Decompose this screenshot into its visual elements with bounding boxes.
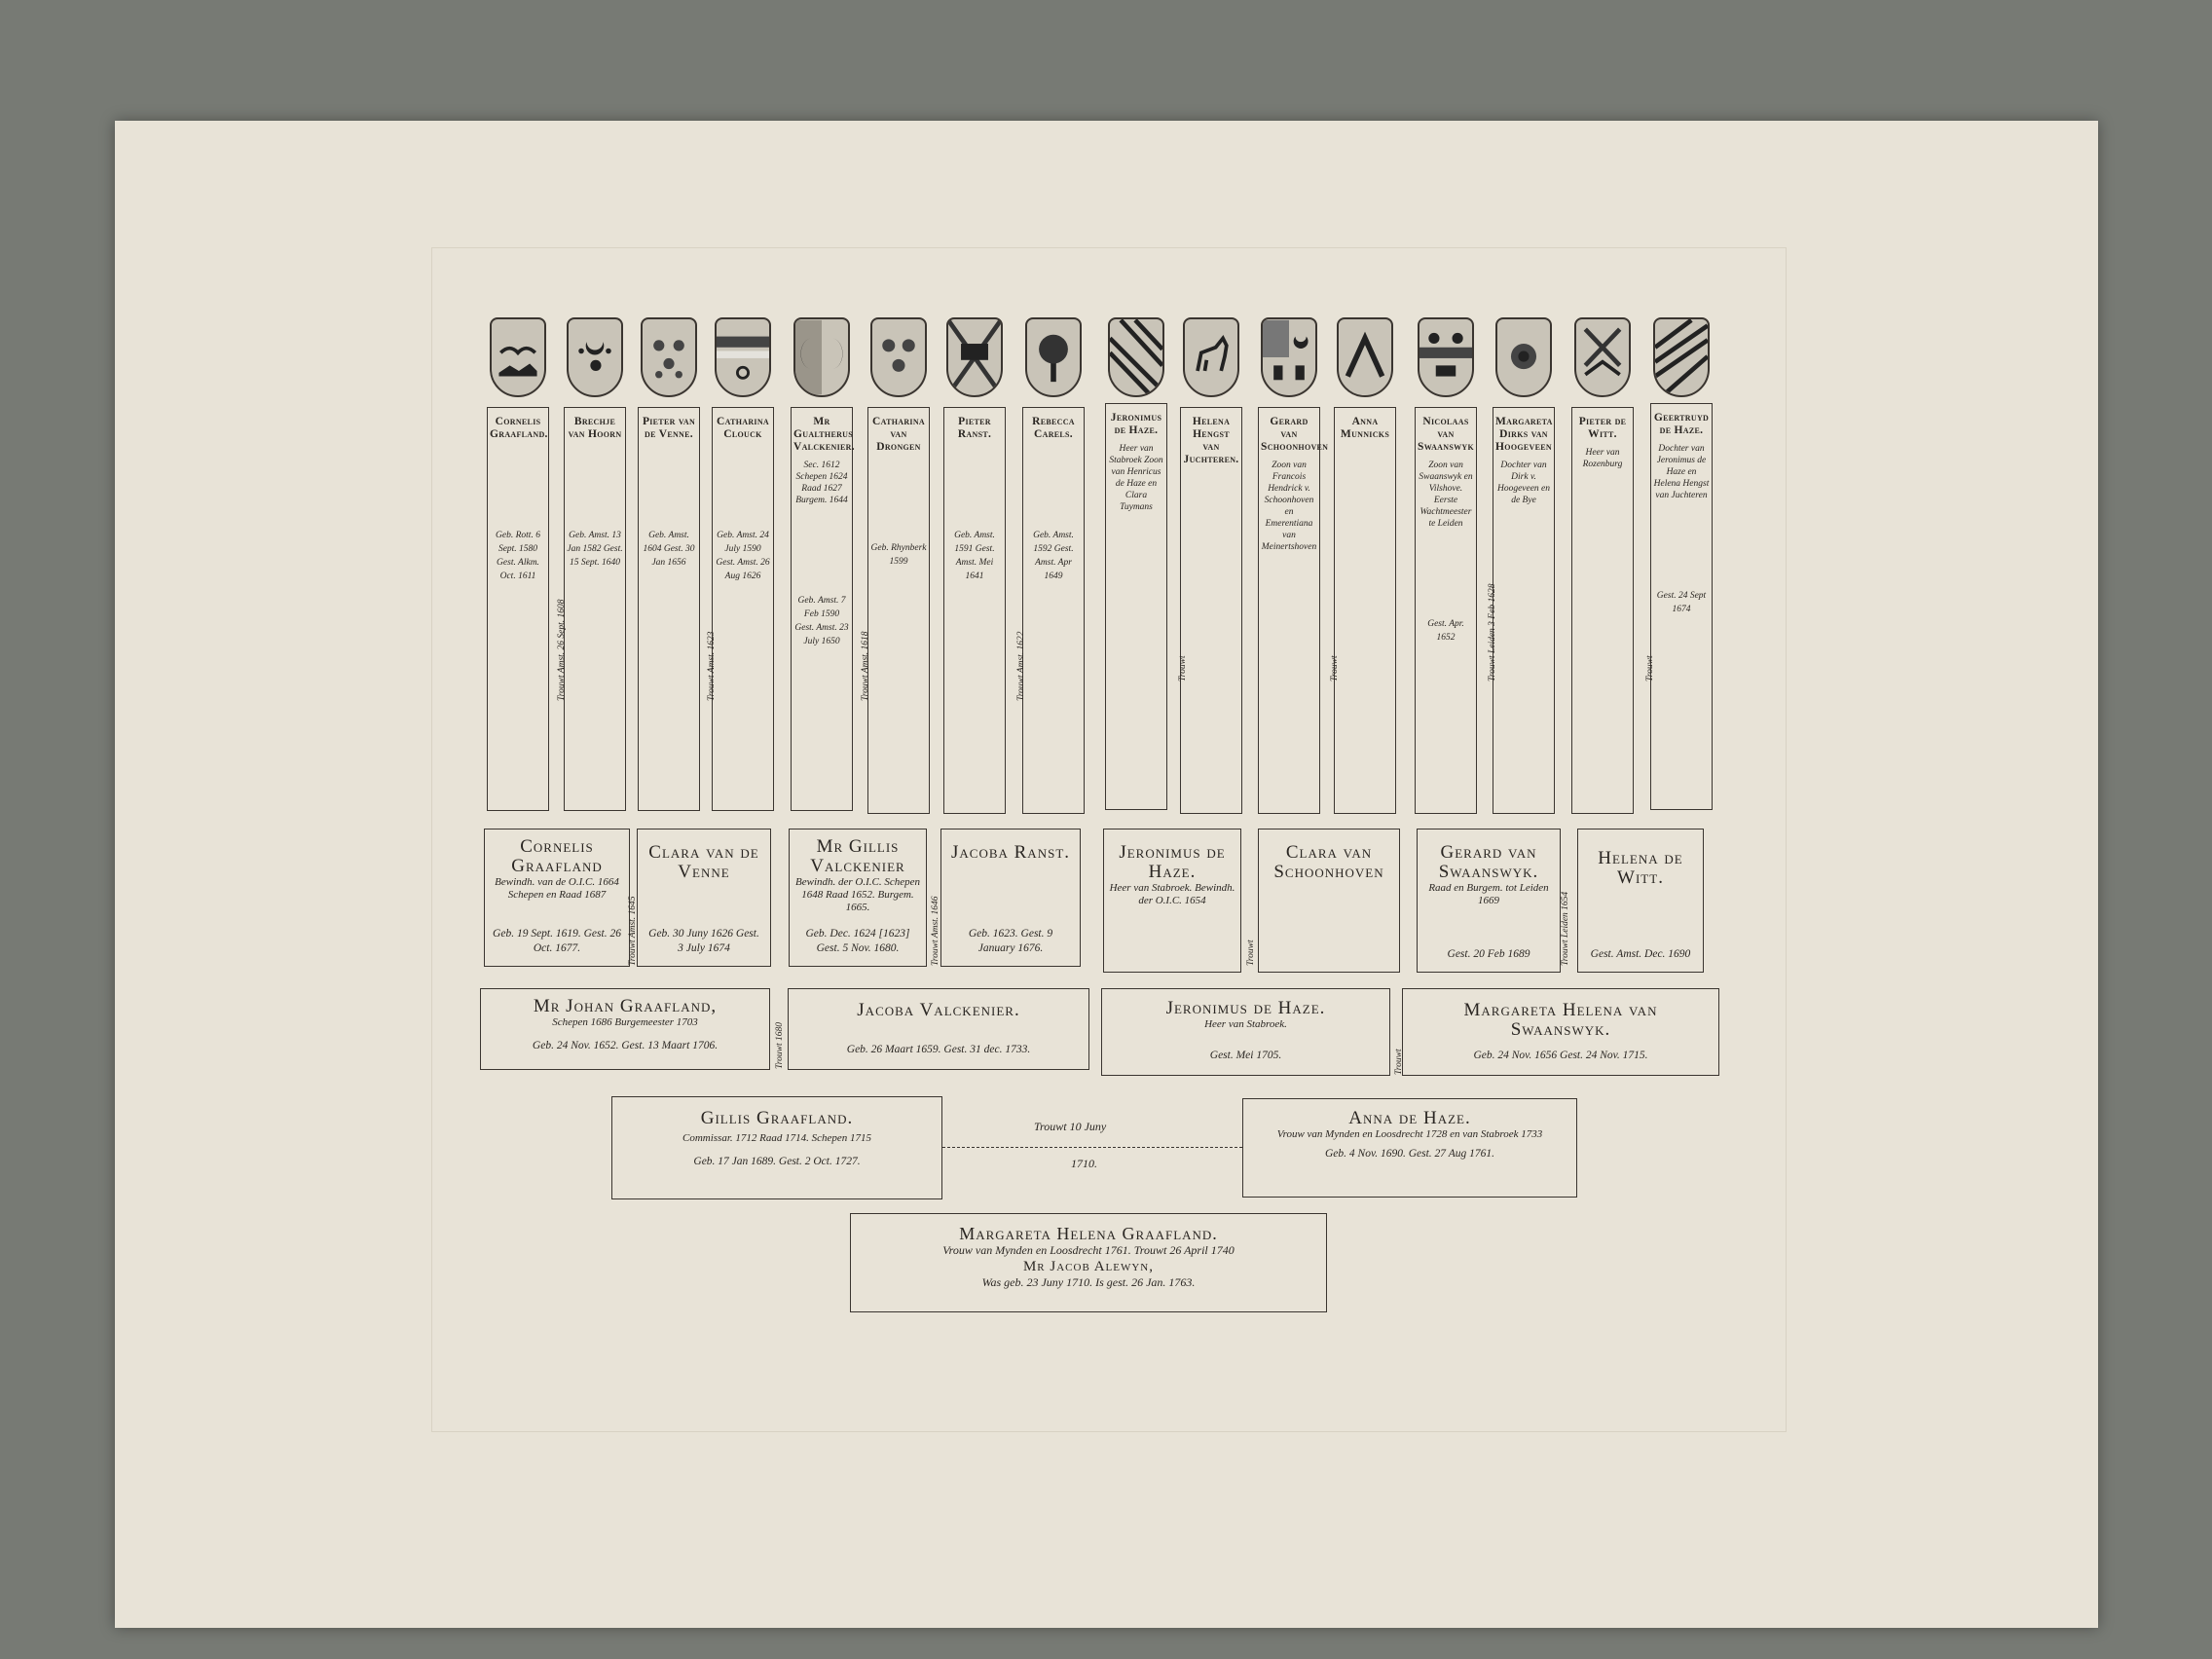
person-dates: Geb. 17 Jan 1689. Gest. 2 Oct. 1727. <box>693 1156 861 1167</box>
person-description: Commissar. 1712 Raad 1714. Schepen 1715 <box>682 1132 872 1144</box>
person-description: Zoon van Francois Hendrick v. Schoonhoven en Emerentiana van Meinertshoven <box>1261 461 1317 552</box>
person-dates: Geb. 24 Nov. 1652. Gest. 13 Maart 1706. <box>532 1040 719 1051</box>
person-dates: Geb. 30 Juny 1626 Gest. 3 July 1674 <box>648 928 759 954</box>
person-name: Pieter van de Venne. <box>642 416 696 440</box>
gen2-box <box>1103 829 1241 973</box>
person-dates: Geb. Amst. 1591 Gest. Amst. Mei 1641 <box>954 531 995 581</box>
person-name: Mr Johan Graafland, <box>533 996 718 1016</box>
marriage-note: Trouwt Amst. 1646 <box>931 896 940 966</box>
gen1-person-column <box>1571 407 1634 814</box>
gen2-box <box>637 829 771 967</box>
person-dates: Geb. Rhynberk 1599 <box>870 543 927 567</box>
person-name: Helena Hengst van Juchteren. <box>1183 416 1239 465</box>
marriage-note: Trouwt Leiden 3 Feb 1628 <box>1488 583 1497 682</box>
marriage-note: Trouwt Amst. 1622 <box>1016 631 1026 701</box>
coat-of-arms-icon <box>1108 317 1164 397</box>
person-description: Bewindh. der O.I.C. Schepen 1648 Raad 1652. Burgem. 1665. <box>795 876 920 913</box>
gen2-box <box>1258 829 1400 973</box>
gen1-person-column <box>1180 407 1242 814</box>
final-name: Margareta Helena Graafland. <box>959 1224 1218 1243</box>
person-description: Heer van Stabroek. Bewindh. der O.I.C. 1654 <box>1109 882 1235 906</box>
marriage-note: Trouwt Amst. 26 Sept. 1608 <box>557 599 567 701</box>
gen1-person-column <box>1650 403 1713 810</box>
gen3-box <box>1101 988 1390 1076</box>
gen1-person-column <box>1105 403 1167 810</box>
person-name: Clara van Schoonhoven <box>1273 842 1384 882</box>
gen1-person-column <box>487 407 549 811</box>
person-name: Pieter Ranst. <box>957 416 992 440</box>
person-description: Schepen 1686 Burgemeester 1703 <box>552 1016 698 1028</box>
marriage-note: Trouwt <box>1394 1049 1404 1075</box>
person-dates: Gest. 20 Feb 1689 <box>1447 948 1530 960</box>
person-dates: Gest. Mei 1705. <box>1209 1050 1282 1061</box>
gen1-person-column <box>1415 407 1477 814</box>
coat-of-arms-icon <box>1183 317 1239 397</box>
person-name: Cornelis Graafland <box>511 836 603 876</box>
gen1-person-column <box>867 407 930 814</box>
person-name: Pieter de Witt. <box>1578 416 1627 440</box>
person-name: Margareta Helena van Swaanswyk. <box>1463 1000 1658 1040</box>
person-name: Jeronimus de Haze. <box>1119 842 1226 882</box>
person-dates: Geb. 26 Maart 1659. Gest. 31 dec. 1733. <box>846 1044 1031 1055</box>
final-line1: Vrouw van Mynden en Loosdrecht 1761. Trouwt 26 April 1740 <box>942 1243 1235 1257</box>
person-description: Heer van Stabroek. <box>1204 1018 1287 1030</box>
person-description: Heer van Stabroek Zoon van Henricus de Haze en Clara Tuymans <box>1109 444 1163 512</box>
person-name: Jeronimus de Haze. <box>1165 998 1326 1018</box>
gen1-person-column <box>564 407 626 811</box>
person-dates: Gest. Amst. Dec. 1690 <box>1590 948 1691 960</box>
person-dates: Gest. 24 Sept 1674 <box>1656 591 1707 614</box>
person-dates: Geb. 4 Nov. 1690. Gest. 27 Aug 1761. <box>1325 1148 1494 1160</box>
coat-of-arms-icon <box>490 317 546 397</box>
gen4-box-gillis <box>611 1096 942 1199</box>
gen1-person-column <box>791 407 853 811</box>
gen3-box <box>1402 988 1719 1076</box>
person-dates: Gest. Apr. 1652 <box>1427 619 1464 643</box>
marriage-note: Trouwt 1680 <box>775 1022 785 1069</box>
coat-of-arms-icon <box>1653 317 1710 397</box>
coat-of-arms-icon <box>1025 317 1082 397</box>
coat-of-arms-icon <box>715 317 771 397</box>
coat-of-arms-icon <box>1574 317 1631 397</box>
marriage-note: Trouwt Leiden 1654 <box>1561 891 1570 966</box>
person-name: Jeronimus de Haze. <box>1110 412 1162 436</box>
marriage-note: Trouwt <box>1645 655 1655 682</box>
person-name: Cornelis Graafland. <box>490 416 548 440</box>
person-dates: Geb. Rott. 6 Sept. 1580 Gest. Alkm. Oct. 1611 <box>496 531 540 581</box>
gen1-person-column <box>943 407 1006 814</box>
person-name: Anna Munnicks <box>1340 416 1390 440</box>
person-description: Sec. 1612 Schepen 1624 Raad 1627 Burgem. 1644 <box>795 461 848 505</box>
person-dates: Geb. 1623. Gest. 9 January 1676. <box>968 928 1053 954</box>
person-name: Geertruyd de Haze. <box>1653 412 1710 436</box>
marriage-note: Trouwt Amst. 1618 <box>861 631 870 701</box>
coat-of-arms-icon <box>870 317 927 397</box>
person-name: Anna de Haze. <box>1348 1108 1471 1128</box>
person-name: Rebecca Carels. <box>1032 416 1075 440</box>
coat-of-arms-icon <box>567 317 623 397</box>
gen2-box <box>1577 829 1704 973</box>
gen4-box-anna <box>1242 1098 1577 1198</box>
person-dates: Geb. 24 Nov. 1656 Gest. 24 Nov. 1715. <box>1473 1050 1648 1061</box>
gen1-person-column <box>1258 407 1329 814</box>
coat-of-arms-icon <box>1261 317 1317 397</box>
marriage-connector <box>942 1147 1242 1148</box>
gen1-person-column <box>712 407 774 811</box>
gen1-person-column <box>1493 407 1555 814</box>
final-box <box>850 1213 1327 1312</box>
marriage-note: Trouwt <box>1246 940 1256 966</box>
person-dates: Geb. Amst. 7 Feb 1590 Gest. Amst. 23 July 1650 <box>794 596 849 646</box>
person-name: Gerard van Swaanswyk. <box>1438 842 1539 882</box>
coat-of-arms-icon <box>1495 317 1552 397</box>
gen1-person-column <box>1022 407 1085 814</box>
person-name: Gerard van Schoonhoven <box>1261 416 1329 453</box>
person-dates: Geb. Amst. 1604 Gest. 30 Jan 1656 <box>643 531 695 568</box>
person-description: Raad en Burgem. tot Leiden 1669 <box>1428 882 1549 906</box>
final-line2: Was geb. 23 Juny 1710. Is gest. 26 Jan. 1763. <box>981 1275 1196 1289</box>
coat-of-arms-icon <box>641 317 697 397</box>
coat-of-arms-icon <box>1418 317 1474 397</box>
gen3-box <box>480 988 770 1070</box>
marriage-note: Trouwt Amst. 1645 <box>628 896 638 966</box>
person-name: Clara van de Venne <box>648 842 759 882</box>
marriage-date-line1: Trouwt 10 Juny <box>1034 1120 1107 1133</box>
gen1-person-column <box>638 407 700 811</box>
gen2-box <box>940 829 1081 967</box>
coat-of-arms-icon <box>1337 317 1393 397</box>
gen2-box <box>1417 829 1561 973</box>
person-name: Helena de Witt. <box>1598 848 1683 888</box>
person-description: Bewindh. van de O.I.C. 1664 Schepen en Raad 1687 <box>495 876 619 901</box>
person-dates: Geb. Amst. 24 July 1590 Gest. Amst. 26 Aug 1626 <box>716 531 770 581</box>
person-name: Jacoba Valckenier. <box>857 1000 1020 1020</box>
marriage-note: Trouwt Amst. 1623 <box>707 631 717 701</box>
person-description: Vrouw van Mynden en Loosdrecht 1728 en van Stabroek 1733 <box>1276 1128 1543 1140</box>
marriage-note: Trouwt <box>1178 655 1188 682</box>
marriage-date-line2: 1710. <box>1071 1157 1097 1170</box>
person-name: Mr Gillis Valckenier <box>810 836 905 876</box>
gen1-person-column <box>1334 407 1396 814</box>
person-dates: Geb. Amst. 13 Jan 1582 Gest. 15 Sept. 1640 <box>567 531 623 568</box>
gen3-box <box>788 988 1089 1070</box>
person-description: Zoon van Swaanswyk en Vilshove. Eerste Wachtmeester te Leiden <box>1419 461 1473 529</box>
person-name: Catharina van Drongen <box>872 416 925 453</box>
person-dates: Geb. Amst. 1592 Gest. Amst. Apr 1649 <box>1033 531 1074 581</box>
final-spouse: Mr Jacob Alewyn, <box>1022 1259 1155 1274</box>
coat-of-arms-icon <box>946 317 1003 397</box>
person-dates: Geb. 19 Sept. 1619. Gest. 26 Oct. 1677. <box>493 928 621 954</box>
person-description: Dochter van Dirk v. Hoogeveen en de Bye <box>1496 461 1551 505</box>
person-name: Catharina Clouck <box>717 416 769 440</box>
person-name: Jacoba Ranst. <box>950 842 1071 863</box>
person-name: Nicolaas van Swaanswyk <box>1418 416 1474 453</box>
person-description: Heer van Rozenburg <box>1582 448 1623 469</box>
person-dates: Geb. Dec. 1624 [1623] Gest. 5 Nov. 1680. <box>805 928 910 954</box>
gen2-box <box>484 829 630 967</box>
coat-of-arms-icon <box>793 317 850 397</box>
person-description: Dochter van Jeronimus de Haze en Helena Hengst van Juchteren <box>1653 444 1710 500</box>
person-name: Gillis Graafland. <box>700 1108 854 1128</box>
person-name: Brechje van Hoorn <box>568 416 622 440</box>
person-name: Mr Gualtherus Valckenier. <box>793 416 855 453</box>
gen2-box <box>789 829 927 967</box>
marriage-note: Trouwt <box>1330 655 1340 682</box>
person-name: Margareta Dirks van Hoogeveen <box>1495 416 1553 453</box>
